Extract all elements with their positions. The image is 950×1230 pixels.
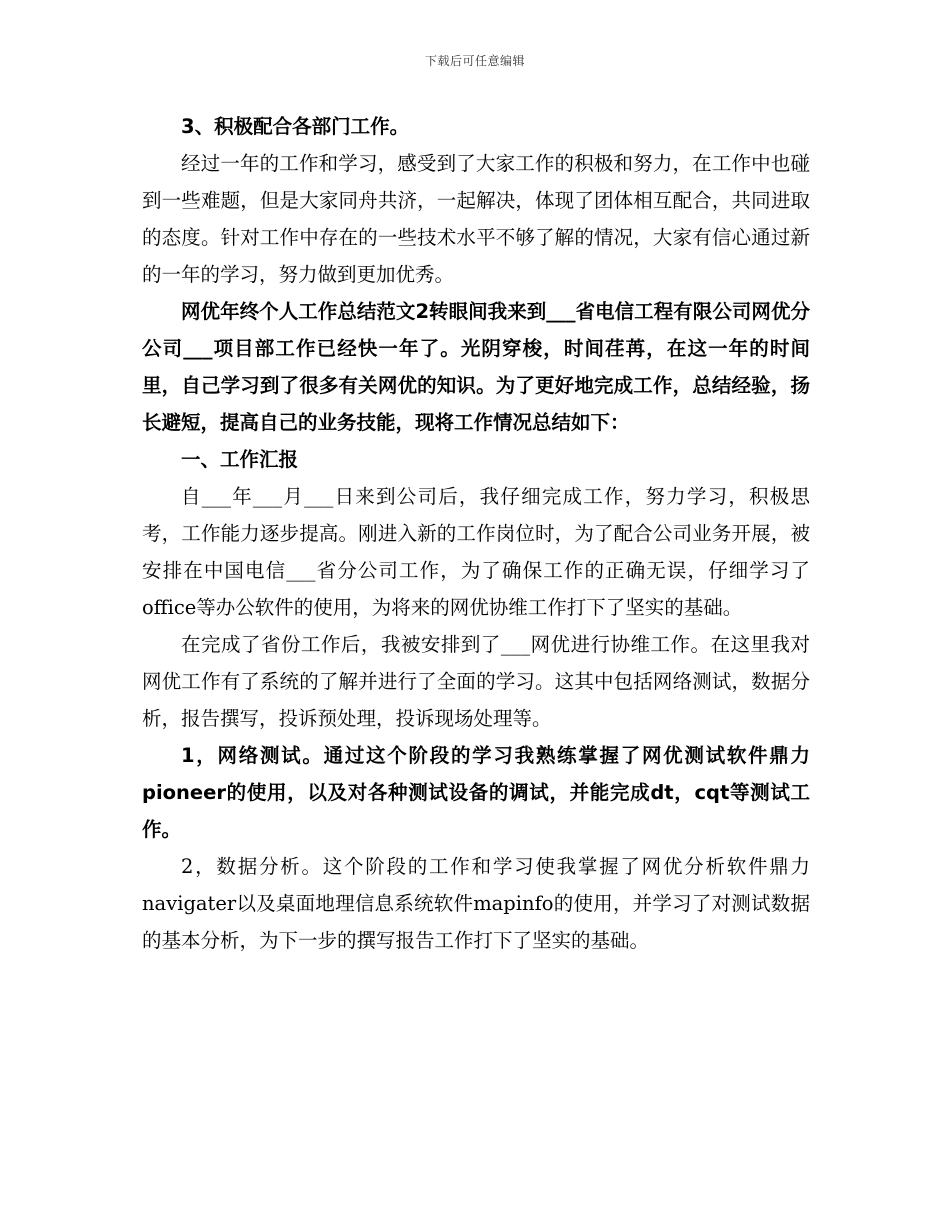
document-body (142, 108, 810, 959)
paragraph-heading-3: 3、积极配合各部门工作。 (181, 115, 410, 138)
paragraph-network-test: 1，网络测试。通过这个阶段的学习我熟练掌握了网优测试软件鼎力pioneer的使用，以及对各种测试设备的调试，并能完成dt，cqt等测试工作。 (142, 744, 810, 841)
paragraph-section-title: 一、工作汇报 (181, 448, 299, 471)
paragraph-data-analysis: 2，数据分析。这个阶段的工作和学习使我掌握了网优分析软件鼎力navigater以及桌面地理信息系统软件mapinfo的使用，并学习了对测试数据的基本分析，为下一步的撰写报告工作打下了坚实的基础。 (142, 855, 810, 952)
paragraph-intro: 网优年终个人工作总结范文2转眼间我来到___省电信工程有限公司网优分公司___项目部工作已经快一年了。光阴穿梭，时间荏苒，在这一年的时间里，自己学习到了很多有关网优的知识。为了更好地完成工作，总结经验，扬长避短，提高自己的业务技能，现将工作情况总结如下： (142, 300, 810, 434)
paragraph-summary: 经过一年的工作和学习，感受到了大家工作的积极和努力，在工作中也碰到一些难题，但是大家同舟共济，一起解决，体现了团体相互配合，共同进取的态度。针对工作中存在的一些技术水平不够了解的情况，大家有信心通过新的一年的学习，努力做到更加优秀。 (142, 152, 810, 286)
paragraph-assignment: 在完成了省份工作后，我被安排到了___网优进行协维工作。在这里我对网优工作有了系统的了解并进行了全面的学习。这其中包括网络测试，数据分析，报告撰写，投诉预处理，投诉现场处理等。 (142, 633, 810, 730)
page-header: 下载后可任意编辑 (424, 54, 525, 68)
paragraph-work-report: 自___年___月___日来到公司后，我仔细完成工作，努力学习，积极思考，工作能力逐步提高。刚进入新的工作岗位时，为了配合公司业务开展，被安排在中国电信___省分公司工作，为了确保工作的正确无误，仔细学习了office等办公软件的使用，为将来的网优协维工作打下了坚实的基础。 (142, 485, 810, 619)
